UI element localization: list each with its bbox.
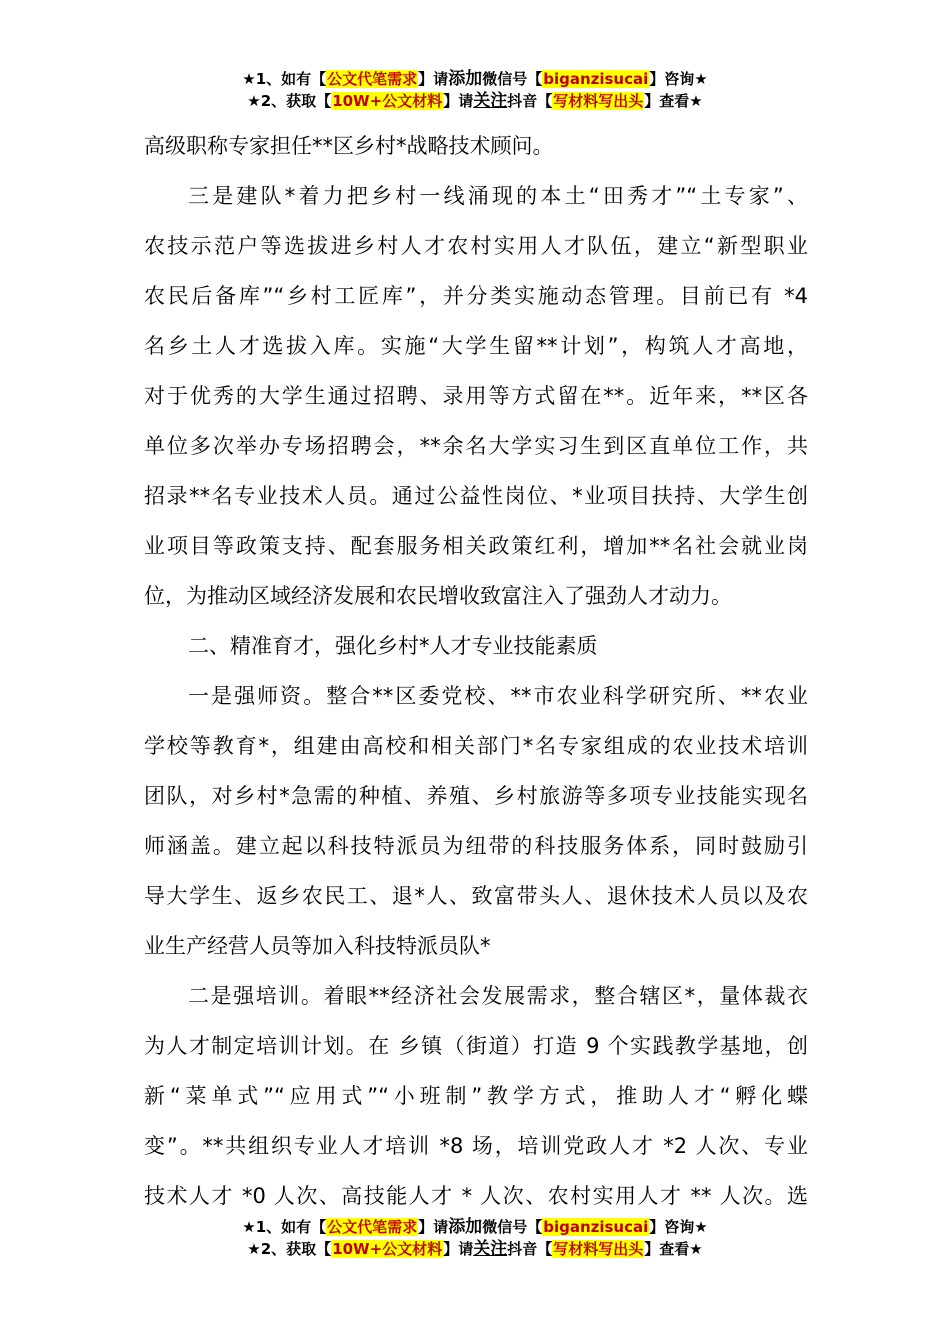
- banner-line-1: [0, 1216, 950, 1238]
- section-heading: 二、精准育才，强化乡村*人才专业技能素质: [188, 634, 598, 658]
- body-line: 学校等教育*，组建由高校和相关部门*名专家组成的农业技术培训: [144, 734, 808, 758]
- highlight-wechat-id: biganzisucai: [543, 70, 649, 88]
- body-line: 招录**名专业技术人员。通过公益性岗位、*业项目扶持、大学生创: [144, 484, 808, 508]
- body-line: 对于优秀的大学生通过招聘、录用等方式留在**。近年来，**区各: [144, 384, 808, 408]
- body-line: 变”。**共组织专业人才培训 *8 场，培训党政人才 *2 人次、专业: [144, 1134, 808, 1158]
- highlight-service: 公文代笔需求: [327, 1218, 418, 1236]
- footer-banner: [0, 1216, 950, 1260]
- banner-text: 微信号【: [482, 70, 543, 88]
- body-line: 导大学生、返乡农民工、退*人、致富带头人、退休技术人员以及农: [144, 884, 808, 908]
- body-line: 位，为推动区域经济发展和农民增收致富注入了强劲人才动力。: [144, 584, 732, 608]
- emphasis-text: 关注: [473, 91, 508, 111]
- banner-line-1: [0, 68, 950, 90]
- banner-text: 抖音【: [507, 1240, 553, 1258]
- body-line: 技术人才 *0 人次、高技能人才 * 人次、农村实用人才 ** 人次。选: [144, 1184, 808, 1208]
- body-line: 为人才制定培训计划。在 乡镇（街道）打造 9 个实践教学基地，创: [144, 1034, 808, 1058]
- banner-text: 】查看★: [644, 1240, 703, 1258]
- highlight-service: 公文代笔需求: [327, 70, 418, 88]
- body-line: 农技示范户等选拔进乡村人才农村实用人才队伍，建立“新型职业: [144, 234, 808, 258]
- banner-text: ★1、如有【: [242, 1218, 327, 1236]
- highlight-douyin-account: 写材料写出头: [553, 92, 644, 110]
- banner-text: 】咨询★: [649, 1218, 708, 1236]
- highlight-materials: 10W+公文材料: [332, 92, 443, 110]
- banner-text: 微信号【: [482, 1218, 543, 1236]
- header-banner: [0, 68, 950, 112]
- document-body: [144, 121, 808, 1221]
- body-line: 单位多次举办专场招聘会，**余名大学实习生到区直单位工作，共: [144, 434, 808, 458]
- body-line: 新“菜单式”“应用式”“小班制”教学方式，推助人才“孵化蝶: [144, 1084, 808, 1108]
- banner-text: 】请: [418, 1218, 449, 1236]
- highlight-materials: 10W+公文材料: [332, 1240, 443, 1258]
- emphasis-text: 添加: [448, 1217, 483, 1237]
- highlight-wechat-id: biganzisucai: [543, 1218, 649, 1236]
- banner-text: 】查看★: [644, 92, 703, 110]
- banner-text: ★2、获取【: [247, 1240, 332, 1258]
- banner-text: 】请: [443, 1240, 474, 1258]
- banner-text: ★2、获取【: [247, 92, 332, 110]
- banner-line-2: [0, 90, 950, 112]
- banner-text: 】请: [443, 92, 474, 110]
- body-line: 名乡土人才选拔入库。实施“大学生留**计划”，构筑人才高地，: [144, 334, 808, 358]
- body-line: 业生产经营人员等加入科技特派员队*: [144, 934, 491, 958]
- body-line: 业项目等政策支持、配套服务相关政策红利，增加**名社会就业岗: [144, 534, 808, 558]
- body-line: 一是强师资。整合**区委党校、**市农业科学研究所、**农业: [188, 684, 808, 708]
- banner-text: ★1、如有【: [242, 70, 327, 88]
- emphasis-text: 添加: [448, 69, 483, 89]
- emphasis-text: 关注: [473, 1239, 508, 1259]
- body-line: 三是建队*着力把乡村一线涌现的本土“田秀才”“土专家”、: [188, 184, 808, 208]
- body-line: 高级职称专家担任**区乡村*战略技术顾问。: [144, 134, 554, 158]
- highlight-douyin-account: 写材料写出头: [553, 1240, 644, 1258]
- banner-text: 】请: [418, 70, 449, 88]
- body-line: 二是强培训。着眼**经济社会发展需求，整合辖区*，量体裁衣: [188, 984, 808, 1008]
- banner-line-2: [0, 1238, 950, 1260]
- banner-text: 】咨询★: [649, 70, 708, 88]
- body-line: 团队，对乡村*急需的种植、养殖、乡村旅游等多项专业技能实现名: [144, 784, 808, 808]
- body-line: 师涵盖。建立起以科技特派员为纽带的科技服务体系，同时鼓励引: [144, 834, 808, 858]
- body-line: 农民后备库”“乡村工匠库”，并分类实施动态管理。目前已有 *4: [144, 284, 808, 308]
- banner-text: 抖音【: [507, 92, 553, 110]
